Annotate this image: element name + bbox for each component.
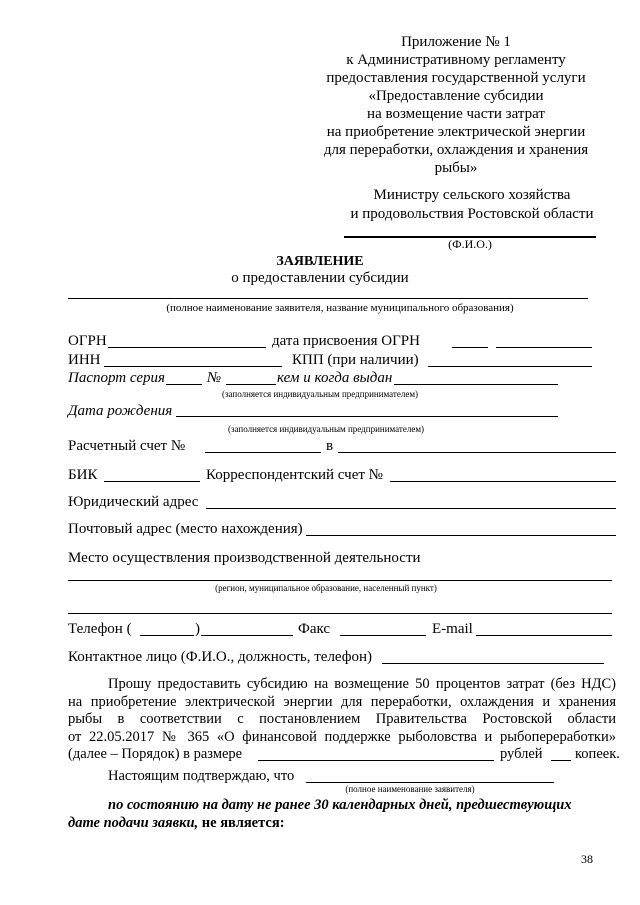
confirm-bold-line-1: по состоянию на дату не ранее 30 календарных дней, предшествующих bbox=[108, 797, 572, 813]
fio-caption: (Ф.И.О.) bbox=[448, 237, 492, 251]
legal-address-input[interactable] bbox=[206, 508, 616, 509]
passport-issued-input[interactable] bbox=[394, 384, 558, 385]
activity-place-label: Место осуществления производственной деятельности bbox=[68, 550, 421, 566]
passport-number-label: № bbox=[207, 370, 222, 386]
appendix-line: предоставления государственной услуги bbox=[326, 70, 586, 86]
phone-code-input[interactable] bbox=[140, 635, 194, 636]
appendix-header bbox=[318, 33, 594, 177]
addressee-line: Министру сельского хозяйства bbox=[373, 187, 571, 203]
legal-address-label: Юридический адрес bbox=[68, 494, 199, 510]
appendix-line: рыбы» bbox=[434, 160, 478, 176]
account-input[interactable] bbox=[205, 452, 321, 453]
activity-place-input[interactable] bbox=[68, 580, 612, 581]
request-paragraph bbox=[68, 676, 616, 746]
bik-input[interactable] bbox=[104, 481, 200, 482]
fax-label: Факс bbox=[298, 621, 331, 637]
bank-input[interactable] bbox=[338, 452, 616, 453]
request-last-prefix: (далее – Порядок) в размере bbox=[68, 746, 243, 762]
request-line: рыбы в соответствии с постановлением Правительства Ростовской области bbox=[68, 711, 616, 727]
corr-account-label: Корреспондентский счет № bbox=[206, 467, 383, 483]
passport-note: (заполняется индивидуальным предпринимателем) bbox=[221, 389, 419, 399]
activity-note: (регион, муниципальное образование, населенный пункт) bbox=[215, 583, 437, 593]
appendix-line: на приобретение электрической энергии bbox=[326, 124, 586, 140]
ogrn-label: ОГРН bbox=[68, 333, 107, 349]
appendix-line: для переработки, охлаждения и хранения bbox=[323, 142, 589, 158]
ogrn-date-input-1[interactable] bbox=[452, 347, 488, 348]
fax-input[interactable] bbox=[340, 635, 426, 636]
kopecks-label: копеек. bbox=[575, 746, 620, 762]
kpp-input[interactable] bbox=[428, 366, 592, 367]
account-in-label: в bbox=[326, 438, 334, 454]
inn-input[interactable] bbox=[104, 366, 282, 367]
contact-label: Контактное лицо (Ф.И.О., должность, телефон) bbox=[68, 649, 373, 665]
corr-account-input[interactable] bbox=[390, 481, 616, 482]
activity-place-input-2[interactable] bbox=[68, 613, 612, 614]
addressee bbox=[340, 186, 604, 224]
request-line: от 22.05.2017 № 365 «О финансовой поддержке рыболовства и рыбопереработки» bbox=[68, 728, 616, 745]
applicant-name-line[interactable] bbox=[68, 298, 588, 299]
passport-series-label: Паспорт серия bbox=[68, 370, 165, 386]
kopecks-input[interactable] bbox=[551, 760, 571, 761]
phone-input[interactable] bbox=[201, 635, 293, 636]
inn-label: ИНН bbox=[68, 352, 101, 368]
document-title: ЗАЯВЛЕНИЕ bbox=[276, 254, 364, 269]
appendix-line: к Административному регламенту bbox=[346, 52, 566, 68]
ogrn-input[interactable] bbox=[108, 347, 266, 348]
subsidy-amount-input[interactable] bbox=[258, 760, 494, 761]
page-number: 38 bbox=[581, 852, 593, 866]
appendix-line: «Предоставление субсидии bbox=[368, 88, 544, 104]
applicant-full-name-input[interactable] bbox=[306, 782, 554, 783]
birth-date-label: Дата рождения bbox=[68, 403, 173, 419]
appendix-line: на возмещение части затрат bbox=[367, 106, 545, 122]
rubles-label: рублей bbox=[500, 746, 543, 762]
postal-address-label: Почтовый адрес (место нахождения) bbox=[68, 521, 303, 537]
account-label: Расчетный счет № bbox=[68, 438, 186, 454]
birth-date-input[interactable] bbox=[176, 416, 558, 417]
passport-issued-label: кем и когда выдан bbox=[277, 370, 393, 386]
confirm-bold-line-2-italic: дате подачи заявки, bbox=[68, 815, 199, 831]
appendix-line: Приложение № 1 bbox=[401, 34, 511, 50]
passport-number-input[interactable] bbox=[226, 384, 276, 385]
confirm-bold-line-2-rest: не является: bbox=[198, 815, 285, 831]
birth-note: (заполняется индивидуальным предпринимателем) bbox=[227, 424, 425, 434]
confirm-text: Настоящим подтверждаю, что bbox=[108, 768, 295, 784]
applicant-caption: (полное наименование заявителя, название муниципального образования) bbox=[166, 302, 514, 314]
phone-label: Телефон ( bbox=[68, 621, 132, 637]
document-subtitle: о предоставлении субсидии bbox=[231, 270, 409, 286]
confirm-caption: (полное наименование заявителя) bbox=[345, 784, 475, 794]
email-label: E-mail bbox=[432, 621, 473, 637]
request-line: Прошу предоставить субсидию на возмещение 50 процентов затрат (без НДС) bbox=[108, 676, 616, 692]
email-input[interactable] bbox=[476, 635, 612, 636]
ogrn-date-label: дата присвоения ОГРН bbox=[272, 333, 420, 349]
addressee-line: и продовольствия Ростовской области bbox=[350, 206, 594, 222]
phone-close: ) bbox=[195, 621, 200, 637]
postal-address-input[interactable] bbox=[306, 535, 616, 536]
kpp-label: КПП (при наличии) bbox=[292, 352, 419, 368]
passport-series-input[interactable] bbox=[166, 384, 202, 385]
confirm-bold-line-2 bbox=[68, 815, 285, 833]
request-line: на приобретение электрической энергии для переработки, охлаждения и хранения bbox=[68, 693, 616, 710]
contact-input[interactable] bbox=[382, 663, 604, 664]
ogrn-date-input-2[interactable] bbox=[496, 347, 592, 348]
bik-label: БИК bbox=[68, 467, 98, 483]
